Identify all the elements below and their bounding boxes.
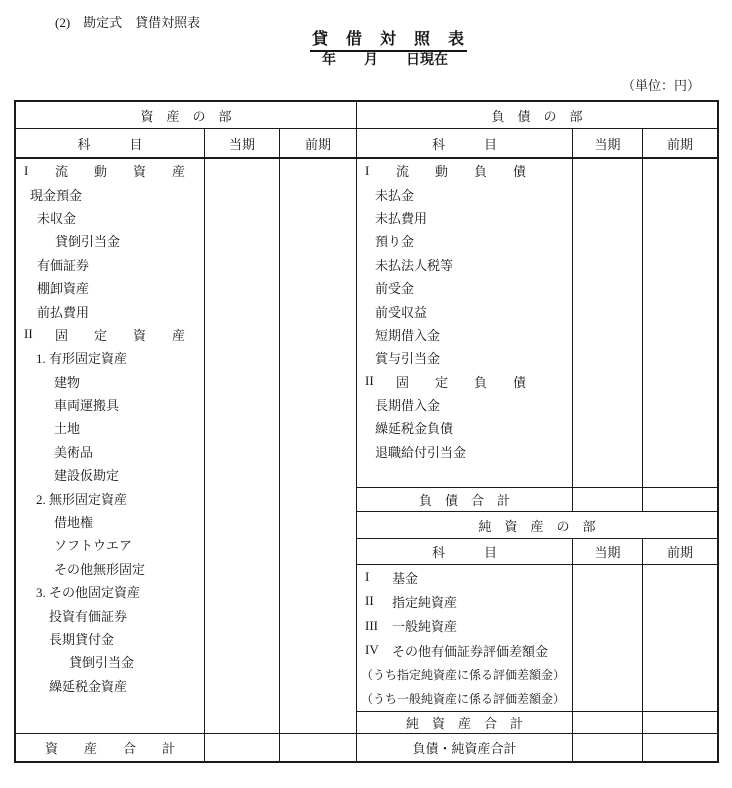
table-row xyxy=(16,557,204,580)
account-label: 流 動 資 産 xyxy=(55,164,186,180)
net-assets-total-row xyxy=(357,711,717,733)
account-label: 投資有価証券 xyxy=(49,608,128,624)
assets-section-header: 資 産 の 部 xyxy=(16,102,356,129)
account-label: 棚卸資産 xyxy=(37,281,90,297)
table-row xyxy=(16,627,204,650)
account-label: 前払費用 xyxy=(37,304,90,320)
account-label: 一般純資産 xyxy=(392,619,458,635)
previous-period-column-header: 前期 xyxy=(642,539,717,564)
account-label: 長期借入金 xyxy=(375,398,441,414)
section-numeral: II xyxy=(365,373,374,389)
table-row xyxy=(16,182,204,205)
table-row xyxy=(357,370,572,393)
table-row xyxy=(16,276,204,299)
account-label: 前受金 xyxy=(375,281,415,297)
account-label: 長期貸付金 xyxy=(49,632,115,647)
account-label: ソフトウエア xyxy=(54,538,133,554)
current-period-cell xyxy=(572,734,642,761)
account-label: 未払法人税等 xyxy=(375,257,454,273)
assets-items-area xyxy=(16,159,356,733)
liabilities-section xyxy=(357,102,717,761)
table-row xyxy=(357,159,572,182)
table-row xyxy=(357,299,572,322)
account-label: 車両運搬具 xyxy=(54,398,120,414)
table-row xyxy=(16,346,204,369)
table-row xyxy=(16,159,204,182)
subject-column-header: 科 目 xyxy=(77,136,143,152)
account-label: 土地 xyxy=(54,421,81,437)
liabilities-total-row xyxy=(357,487,717,511)
table-row xyxy=(357,440,572,463)
table-row xyxy=(16,463,204,486)
unit-label: （単位：円） xyxy=(621,78,700,93)
current-period-cell xyxy=(204,734,279,761)
current-period-cell xyxy=(572,488,642,511)
account-label: （うち一般純資産に係る評価差額金） xyxy=(361,692,566,707)
current-period-cell xyxy=(572,159,642,487)
table-row xyxy=(16,253,204,276)
account-label: 未払金 xyxy=(375,187,415,203)
table-row xyxy=(357,229,572,252)
assets-section xyxy=(16,102,357,761)
section-numeral: II xyxy=(365,593,374,609)
account-label: 預り金 xyxy=(375,234,415,250)
account-label: 流 動 負 債 xyxy=(396,164,527,180)
table-row xyxy=(357,416,572,439)
liabilities-net-assets-grand-total-row xyxy=(357,733,717,761)
table-row xyxy=(16,510,204,533)
table-row xyxy=(357,276,572,299)
account-label: その他無形固定 xyxy=(54,561,146,577)
account-label: 未収金 xyxy=(37,210,77,226)
table-row xyxy=(16,440,204,463)
previous-period-cell xyxy=(279,159,356,733)
account-label: 貸倒引当金 xyxy=(69,655,135,671)
table-row xyxy=(16,416,204,439)
assets-total-label: 資 産 合 計 xyxy=(44,741,175,756)
table-row xyxy=(16,370,204,393)
current-period-cell xyxy=(572,712,642,733)
account-label: 現金預金 xyxy=(30,187,83,203)
account-label: （うち指定純資産に係る評価差額金） xyxy=(361,667,566,682)
account-label: 2. 無形固定資産 xyxy=(36,491,128,507)
account-label: 借地権 xyxy=(54,515,94,531)
table-row xyxy=(357,393,572,416)
account-label: 建設仮勘定 xyxy=(54,468,120,484)
account-label: 美術品 xyxy=(54,444,94,460)
table-row xyxy=(16,533,204,556)
previous-period-cell xyxy=(642,159,717,487)
account-label: 賞与引当金 xyxy=(375,351,441,367)
liabilities-total-label: 負 債 合 計 xyxy=(418,493,510,508)
net-assets-total-label: 純 資 産 合 計 xyxy=(405,716,523,731)
previous-period-column-header: 前期 xyxy=(279,129,356,157)
grand-total-label: 負債・純資産合計 xyxy=(412,741,517,756)
table-row xyxy=(16,206,204,229)
liabilities-items-area xyxy=(357,159,717,487)
assets-total-row xyxy=(16,733,356,761)
account-label: 固 定 資 産 xyxy=(55,327,186,343)
account-label: 繰延税金資産 xyxy=(49,678,128,694)
account-label: その他有価証券評価差額金 xyxy=(392,643,549,659)
net-assets-items-area xyxy=(357,564,717,711)
account-label: 指定純資産 xyxy=(392,594,458,610)
account-label: 有価証券 xyxy=(37,257,90,273)
account-label: 貸倒引当金 xyxy=(55,234,121,250)
section-numeral: I xyxy=(24,162,29,178)
liabilities-column-header xyxy=(357,129,717,159)
current-period-cell xyxy=(204,159,279,733)
current-period-column-header: 当期 xyxy=(572,129,642,157)
table-row xyxy=(357,182,572,205)
liabilities-subject-column xyxy=(357,159,572,487)
table-row xyxy=(357,565,572,589)
previous-period-cell xyxy=(642,488,717,511)
balance-sheet-table xyxy=(14,100,719,763)
subject-column-header: 科 目 xyxy=(431,136,497,152)
previous-period-cell xyxy=(279,734,356,761)
table-row xyxy=(357,323,572,346)
previous-period-cell xyxy=(642,712,717,733)
table-row xyxy=(357,638,572,662)
assets-column-header xyxy=(16,129,356,159)
table-row xyxy=(16,486,204,509)
previous-period-cell xyxy=(642,565,717,711)
account-label: 建物 xyxy=(54,374,81,390)
account-label: 未払費用 xyxy=(375,210,428,226)
liabilities-section-header: 負 債 の 部 xyxy=(357,102,717,129)
subject-column-header: 科 目 xyxy=(431,545,497,560)
previous-period-cell xyxy=(642,734,717,761)
table-row xyxy=(16,674,204,697)
current-period-cell xyxy=(572,565,642,711)
table-row xyxy=(357,206,572,229)
page-title: 貸 借 対 照 表 xyxy=(310,26,467,52)
table-row xyxy=(16,650,204,673)
table-row xyxy=(16,603,204,626)
net-assets-subject-column xyxy=(357,565,572,711)
table-row xyxy=(357,687,572,711)
account-label: 1. 有形固定資産 xyxy=(36,351,128,367)
table-row xyxy=(16,299,204,322)
account-label: 繰延税金負債 xyxy=(375,421,454,437)
account-label: 短期借入金 xyxy=(375,327,441,343)
current-period-column-header: 当期 xyxy=(572,539,642,564)
net-assets-section-header: 純 資 産 の 部 xyxy=(357,511,717,538)
account-label: 退職給付引当金 xyxy=(375,444,467,460)
account-label: 3. その他固定資産 xyxy=(36,585,141,601)
table-row xyxy=(16,393,204,416)
account-label: 基金 xyxy=(392,570,419,586)
table-row xyxy=(357,614,572,638)
net-assets-column-header xyxy=(357,538,717,564)
previous-period-column-header: 前期 xyxy=(642,129,717,157)
account-label: 前受収益 xyxy=(375,304,428,320)
current-period-column-header: 当期 xyxy=(204,129,279,157)
table-row xyxy=(357,589,572,613)
table-row xyxy=(357,662,572,686)
section-numeral: III xyxy=(365,617,378,633)
account-label: 固 定 負 債 xyxy=(396,374,527,390)
table-row xyxy=(357,346,572,369)
as-of-date-line: 年 月 日現在 xyxy=(322,53,448,68)
table-row xyxy=(357,253,572,276)
table-row xyxy=(16,323,204,346)
doc-label: (2) 勘定式 貸借対照表 xyxy=(55,15,201,30)
assets-subject-column xyxy=(16,159,204,733)
table-row xyxy=(16,229,204,252)
table-row xyxy=(16,580,204,603)
section-numeral: II xyxy=(24,326,33,342)
section-numeral: IV xyxy=(365,642,379,658)
section-numeral: I xyxy=(365,162,370,178)
section-numeral: I xyxy=(365,569,370,585)
